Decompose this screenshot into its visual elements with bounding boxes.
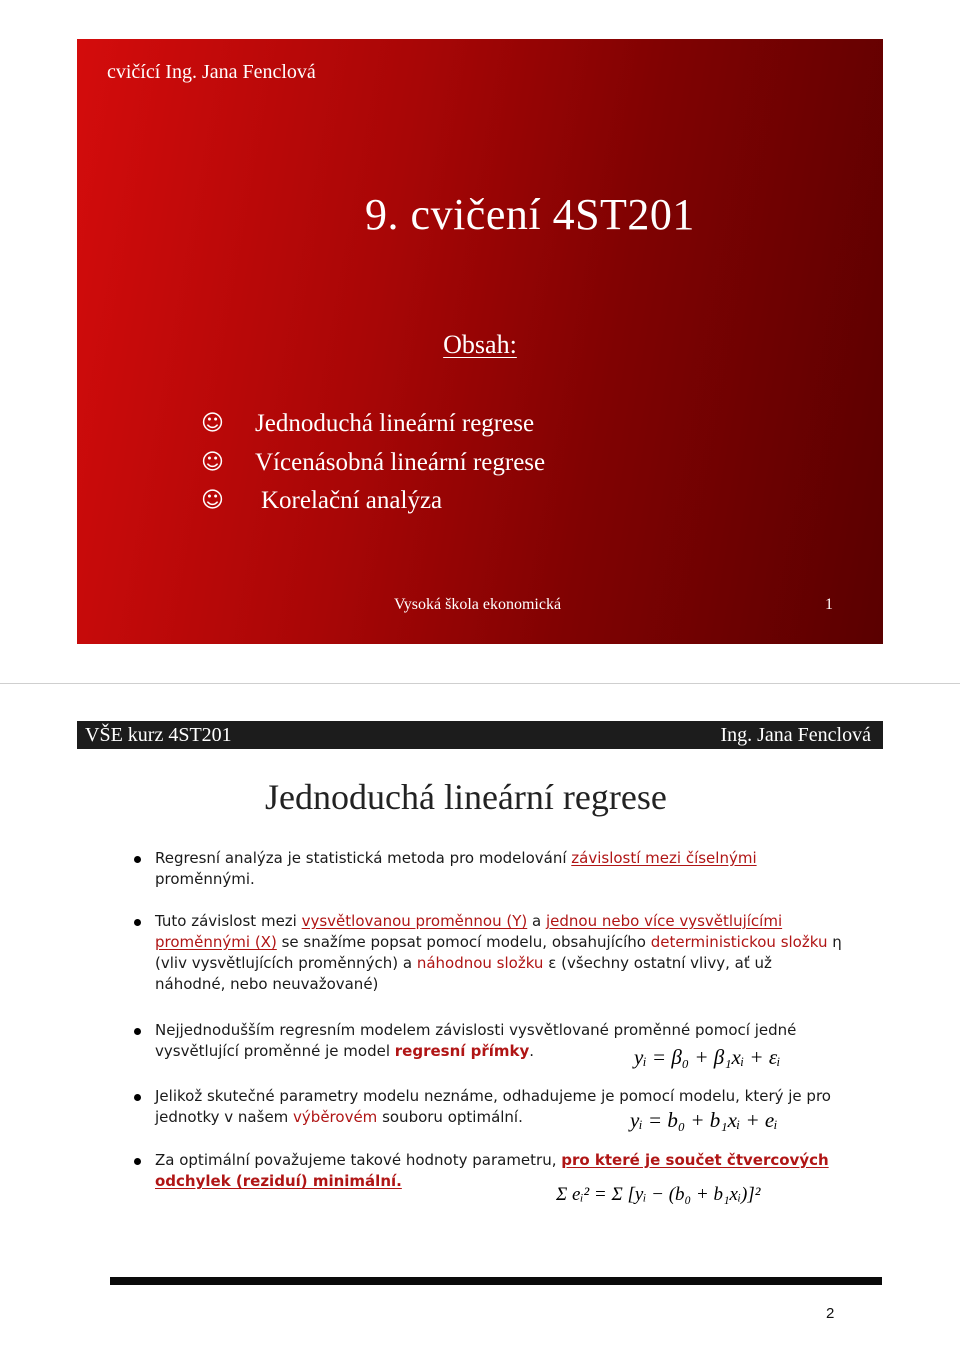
smiley-icon: ☺ [201,449,224,475]
formula-sum-of-squares: Σ eᵢ² = Σ [yᵢ − (b₀ + b₁xᵢ)]² [556,1184,761,1205]
formula-estimated-model: yᵢ = b₀ + b₁xᵢ + eᵢ [630,1108,778,1132]
contents-item: ☺ Jednoduchá lineární regrese [201,405,545,444]
slide-header-bar [77,721,883,749]
smiley-icon: ☺ [201,488,224,513]
formula-regression-model: yᵢ = β₀ + β₁xᵢ + εᵢ [634,1045,781,1069]
contents-item: ☺ Vícenásobná lineární regrese [201,444,545,483]
bullet-point: Tuto závislost mezi vysvětlovanou proměnnou (Y) a jednou nebo více vysvětlujícími proměnnými (X) se snažíme popsat pomocí modelu, obsahujícího deterministickou složku η (vliv vysvětlujících proměnných) a náhodnou složku ε (všechny ostatní vlivy, ať už náhodné, nebo neuvažované) [155,911,845,995]
bullet-point: Nejjednodušším regresním modelem závislosti vysvětlované proměnné pomocí jedné vysvětlující proměnné je model regresní přímky. [155,1020,845,1062]
slide-footer: Vysoká škola ekonomická [394,596,562,613]
bullet-point: Jelikož skutečné parametry modelu neznáme, odhadujeme je pomocí modelu, který je pro jednotky v našem výběrovém souboru optimální. [155,1086,845,1128]
slide-page-number: 1 [825,596,833,613]
author-label: Ing. Jana Fenclová [720,724,871,746]
content-slide [0,683,960,1368]
slide-page-number: 2 [826,1305,835,1322]
title-slide [77,39,883,644]
course-label: VŠE kurz 4ST201 [85,724,232,746]
contents-list [201,405,545,521]
bullet-point: Regresní analýza je statistická metoda pro modelování závislostí mezi číselnými proměnnými. [155,848,855,890]
bullet-point: Za optimální považujeme takové hodnoty parametru, pro které je součet čtvercových odchylek (reziduí) minimální. [155,1150,845,1192]
slide-author: cvičící Ing. Jana Fenclová [107,61,316,83]
smiley-icon: ☺ [201,411,224,436]
slide-title: 9. cvičení 4ST201 [365,190,695,239]
slide-heading: Jednoduchá lineární regrese [265,777,667,817]
contents-heading: Obsah: [443,330,517,359]
contents-item: ☺ Korelační analýza [201,482,545,521]
slide-footer-bar [110,1277,882,1285]
